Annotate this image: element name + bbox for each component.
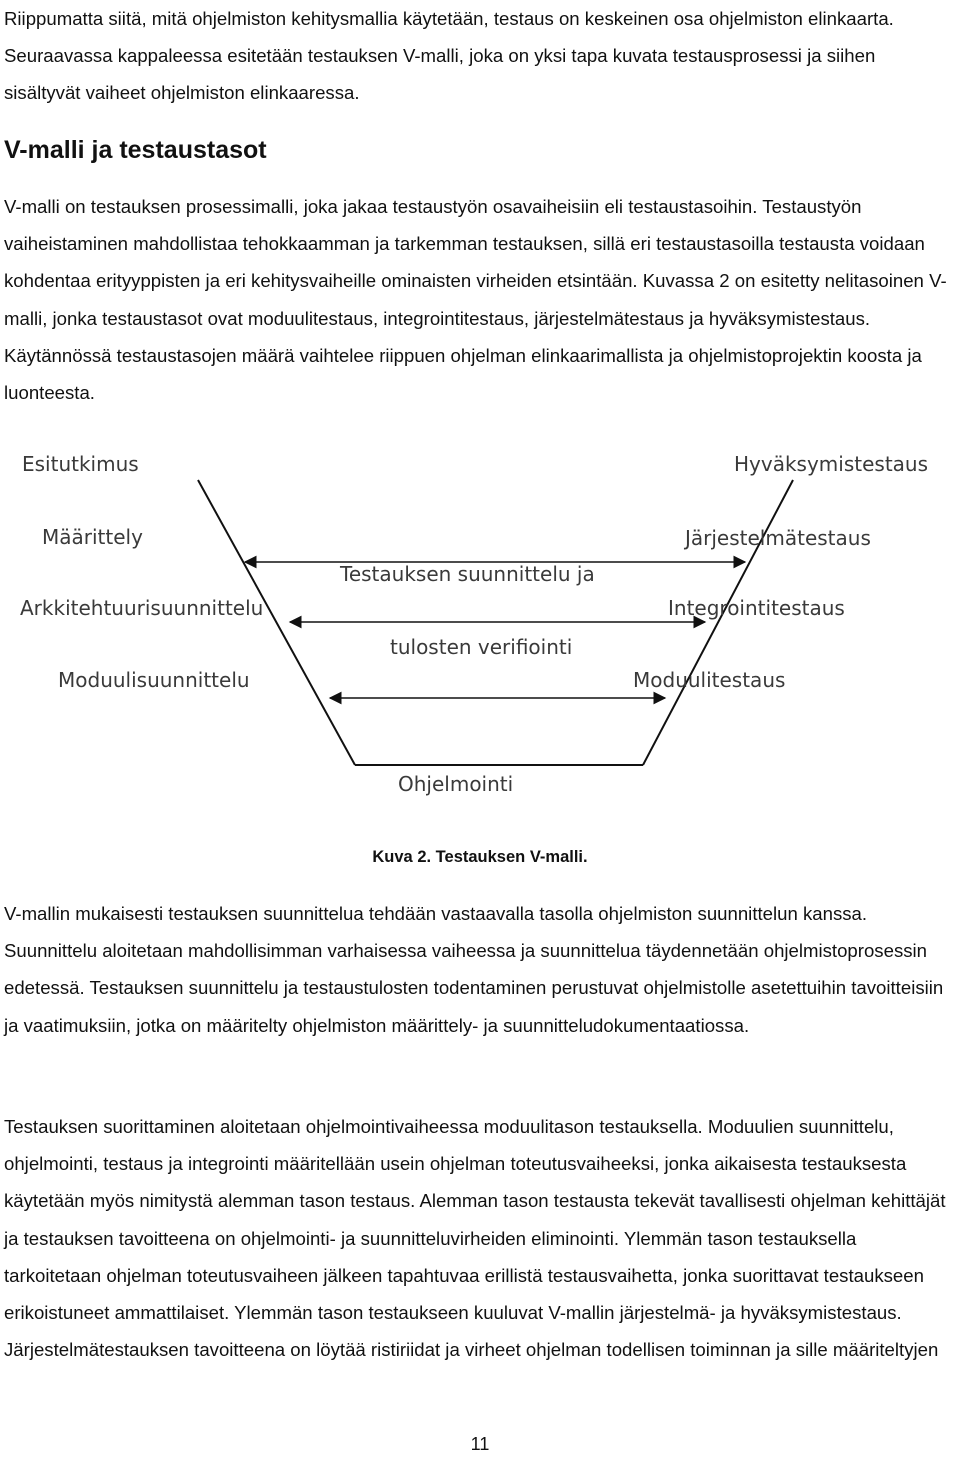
label-center-line-1: Testauksen suunnittelu ja: [340, 562, 595, 586]
label-jarjestelmatestaus: Järjestelmätestaus: [685, 526, 871, 550]
label-ohjelmointi: Ohjelmointi: [398, 772, 514, 796]
body-paragraph-3: Testauksen suorittaminen aloitetaan ohjelmointivaiheessa moduulitason testauksella. Moduulien suunnittelu, ohjelmointi, testaus ja integrointi määritellään usein ohjelman toteutusvaiheeksi, jonka aikaisesta testauksesta käytetään myös nimitystä alemman tason testaus. Alemman tason testausta tekevät tavallisesti ohjelman kehittäjät ja testauksen tavoitteena on ohjelmointi- ja suunnitteluvirheiden eliminointi. Ylemmän tason testauksella tarkoitetaan ohjelman toteutusvaiheen jälkeen tapahtuvaa erillistä testausvaihetta, jonka suorittavat testaukseen erikoistuneet ammattilaiset. Ylemmän tason testaukseen kuuluvat V-mallin järjestelmä- ja hyväksymistestaus. Järjestelmätestauksen tavoitteena on löytää ristiriidat ja virheet ohjelman todellisen toiminnan ja sille määriteltyjen: [4, 1116, 946, 1361]
intro-paragraph: Riippumatta siitä, mitä ohjelmiston kehitysmallia käytetään, testaus on keskeinen osa ohjelmiston elinkaarta. Seuraavassa kappaleessa esitetään testauksen V-malli, joka on yksi tapa kuvata testausprosessi ja siihen sisältyvät vaiheet ohjelmiston elinkaaressa.: [4, 8, 894, 104]
figure-caption: Kuva 2. Testauksen V-malli.: [372, 848, 588, 866]
label-esitutkimus: Esitutkimus: [22, 452, 139, 476]
label-center-line-2: tulosten verifiointi: [390, 635, 573, 659]
v-model-figure: [0, 430, 960, 830]
section-heading: V-malli ja testaustasot: [4, 136, 267, 164]
label-arkkitehtuurisuunnittelu: Arkkitehtuurisuunnittelu: [20, 596, 264, 620]
label-hyvaksymistestaus: Hyväksymistestaus: [734, 452, 929, 476]
label-maarittely: Määrittely: [42, 525, 143, 549]
body-paragraph-2: V-mallin mukaisesti testauksen suunnittelua tehdään vastaavalla tasolla ohjelmiston suunnittelun kanssa. Suunnittelu aloitetaan mahdollisimman varhaisessa vaiheessa ja suunnittelua täydennetään ohjelmistoprosessin edetessä. Testauksen suunnittelu ja testaustulosten todentaminen perustuvat ohjelmistolle asetettuihin tavoitteisiin ja vaatimuksiin, jotka on määritelty ohjelmiston määrittely- ja suunnitteludokumentaatiossa.: [4, 903, 944, 1036]
v-model-diagram: [0, 430, 960, 830]
label-moduulitestaus: Moduulitestaus: [633, 668, 786, 692]
page-number: 11: [470, 1434, 490, 1454]
label-integrointitestaus: Integrointitestaus: [668, 596, 845, 620]
label-moduulisuunnittelu: Moduulisuunnittelu: [58, 668, 250, 692]
body-paragraph-1: V-malli on testauksen prosessimalli, joka jakaa testaustyön osavaiheisiin eli testaustasoihin. Testaustyön vaiheistaminen mahdollistaa tehokkaamman ja tarkemman testauksen, sillä eri testaustasoilla testausta voidaan kohdentaa erityyppisten ja eri kehitysvaiheille ominaisten virheiden etsintään. Kuvassa 2 on esitetty nelitasoinen V-malli, jonka testaustasot ovat moduulitestaus, integrointitestaus, järjestelmätestaus ja hyväksymistestaus. Käytännössä testaustasojen määrä vaihtelee riippuen ohjelman elinkaarimallista ja ohjelmistoprojektin koosta ja luonteesta.: [4, 196, 947, 404]
